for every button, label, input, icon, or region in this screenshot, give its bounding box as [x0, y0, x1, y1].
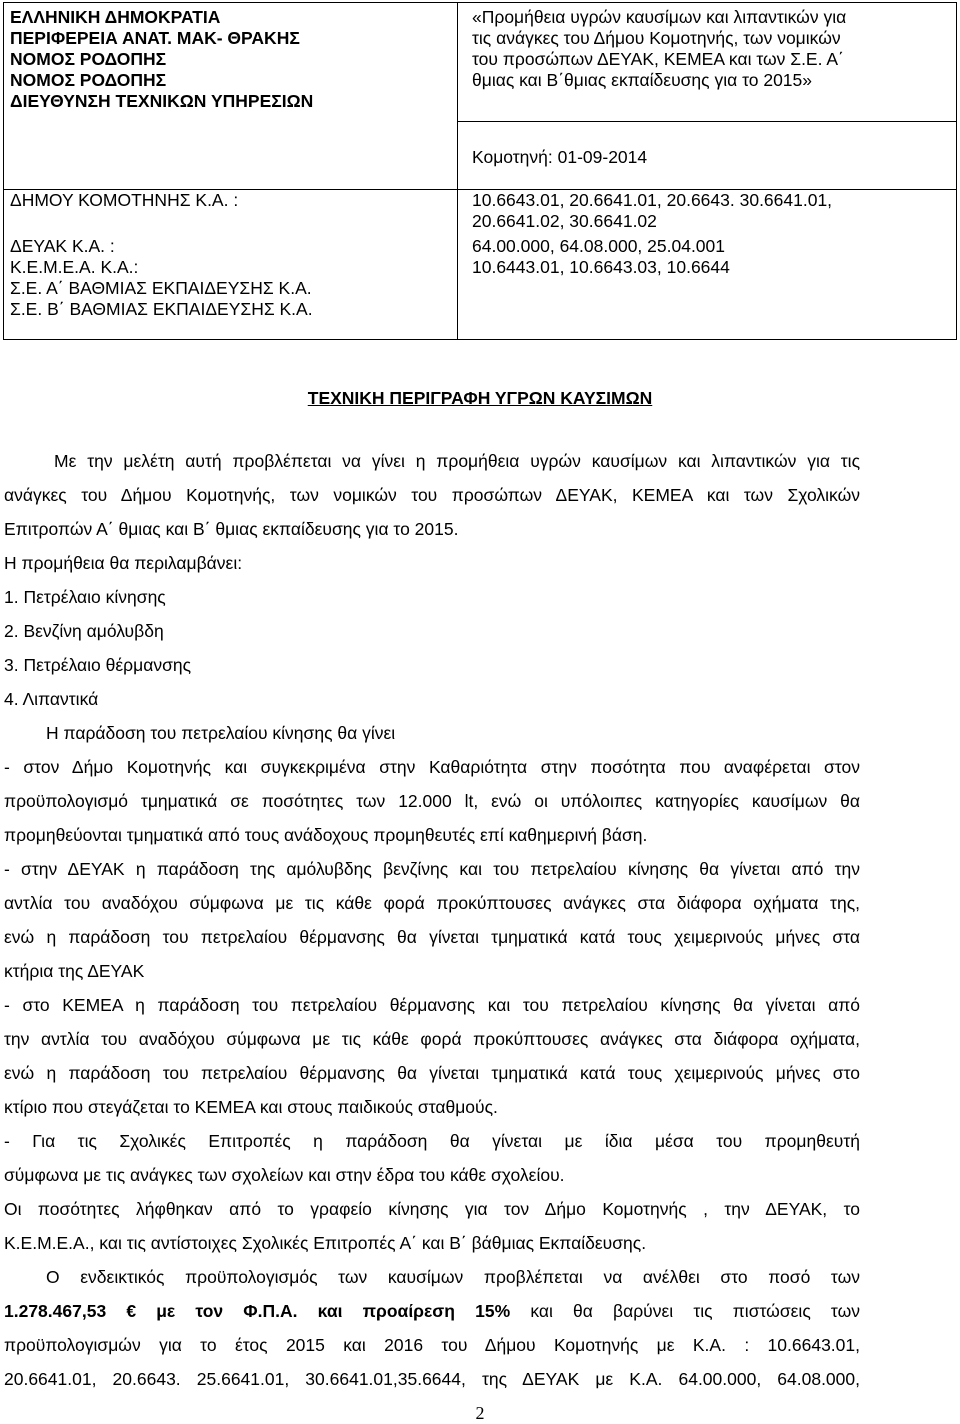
cost-code-value: 20.6641.02, 30.6641.02 [472, 211, 657, 231]
cost-amount: 1.278.467,53 € με τον Φ.Π.Α. και προαίρεση 15% [4, 1301, 511, 1321]
kemea-line: - στο ΚΕΜΕΑ η παράδοση του πετρελαίου θέρμανσης και του πετρελαίου κίνησης θα γίνεται από [4, 995, 860, 1015]
authority-line: ΠΕΡΙΦΕΡΕΙΑ ΑΝΑΤ. ΜΑΚ- ΘΡΑΚΗΣ [10, 28, 300, 48]
header-table [3, 2, 957, 340]
cost-code-values [458, 190, 957, 340]
deyak-line: αντλία του αναδόχου σύμφωνα με τις κάθε φορά προκύπτουσες ανάγκες στα διάφορα οχήματα της, [4, 893, 860, 913]
cost-line [4, 1294, 860, 1328]
document-date: Κομοτηνή: 01-09-2014 [472, 147, 648, 167]
kemea-line: κτίριο που στεγάζεται το ΚΕΜΕΑ και στους παιδικούς σταθμούς. [4, 1097, 498, 1117]
cost-code-label: Σ.Ε. Β΄ ΒΑΘΜΙΑΣ ΕΚΠΑΙΔΕΥΣΗΣ Κ.Α. [10, 299, 313, 319]
cost-code-value [472, 299, 950, 320]
intro-line: Επιτροπών Α΄ θμιας και Β΄ θμιας εκπαίδευσης για το 2015. [4, 519, 459, 539]
deyak-line: κτήρια της ΔΕΥΑΚ [4, 961, 145, 981]
authority-line: ΝΟΜΟΣ ΡΟΔΟΠΗΣ [10, 70, 167, 90]
authority-line: ΝΟΜΟΣ ΡΟΔΟΠΗΣ [10, 49, 167, 69]
page-number: 2 [475, 1403, 485, 1423]
municipality-line: προμηθεύονται τμηματικά από τους ανάδοχους προμηθευτές επί καθημερινή βάση. [4, 825, 648, 845]
cost-code-value: 10.6443.01, 10.6643.03, 10.6644 [472, 257, 730, 277]
authority-line: ΔΙΕΥΘΥΝΣΗ ΤΕΧΝΙΚΩΝ ΥΠΗΡΕΣΙΩΝ [10, 91, 314, 111]
cost-line: προϋπολογισμών για το έτος 2015 και 2016 του Δήμου Κομοτηνής με Κ.Α. : 10.6643.01, [4, 1335, 860, 1355]
kemea-line: ενώ η παράδοση του πετρελαίου θέρμανσης θα γίνεται τμηματικά κατά τους χειμερινούς μήνες στο [4, 1063, 860, 1083]
cost-code-label: Σ.Ε. Α΄ ΒΑΘΜΙΑΣ ΕΚΠΑΙΔΕΥΣΗΣ Κ.Α. [10, 278, 312, 298]
subject-cell [458, 3, 957, 122]
quantities-line: Κ.Ε.Μ.Ε.Α., και τις αντίστοιχες Σχολικές Επιτροπές Α΄ και Β΄ βάθμιας Εκπαίδευσης. [4, 1233, 647, 1253]
cost-code-labels [4, 190, 458, 340]
document-title: ΤΕΧΝΙΚΗ ΠΕΡΙΓΡΑΦΗ ΥΓΡΩΝ ΚΑΥΣΙΜΩΝ [307, 388, 653, 408]
cost-code-label: Κ.Ε.Μ.Ε.Α. Κ.Α.: [10, 257, 139, 277]
municipality-line: προϋπολογισμό τμηματικά σε ποσότητες των 12.000 lt, ενώ οι υπόλοιπες κατηγορίες καυσίμων θα [4, 791, 860, 811]
cost-code-label: ΔΕΥΑΚ Κ.Α. : [10, 236, 115, 256]
cost-line: Ο ενδεικτικός προϋπολογισμός των καυσίμων προβλέπεται να ανέλθει στο ποσό των [46, 1267, 860, 1287]
municipality-line: - στον Δήμο Κομοτηνής και συγκεκριμένα στην Καθαριότητα στην ποσότητα που αναφέρεται στον [4, 757, 860, 777]
cost-code-label: ΔΗΜΟΥ ΚΟΜΟΤΗΝΗΣ Κ.Α. : [10, 190, 239, 210]
cost-line-rest: και θα βαρύνει τις πιστώσεις των [530, 1301, 860, 1321]
supply-item: 1. Πετρέλαιο κίνησης [4, 587, 166, 607]
cost-code-value: 64.00.000, 64.08.000, 25.04.001 [472, 236, 726, 256]
subject-line: τις ανάγκες του Δήμου Κομοτηνής, των νομικών [472, 28, 841, 48]
supply-item: 2. Βενζίνη αμόλυβδη [4, 621, 164, 641]
subject-line: «Προμήθεια υγρών καυσίμων και λιπαντικών για [472, 7, 847, 27]
issuing-authority [4, 3, 458, 190]
document-body [4, 444, 860, 1396]
schools-line: - Για τις Σχολικές Επιτροπές η παράδοση θα γίνεται με ίδια μέσα του προμηθευτή [4, 1131, 860, 1151]
delivery-intro: Η παράδοση του πετρελαίου κίνησης θα γίνει [46, 723, 396, 743]
date-cell [458, 122, 957, 190]
quantities-line: Οι ποσότητες λήφθηκαν από το γραφείο κίνησης για τον Δήμο Κομοτηνής , την ΔΕΥΑΚ, το [4, 1199, 860, 1219]
intro-line: ανάγκες του Δήμου Κομοτηνής, των νομικών του προσώπων ΔΕΥΑΚ, ΚΕΜΕΑ και των Σχολικών [4, 485, 860, 505]
authority-line: ΕΛΛΗΝΙΚΗ ΔΗΜΟΚΡΑΤΙΑ [10, 7, 221, 27]
kemea-line: την αντλία του αναδόχου σύμφωνα με τις κάθε φορά προκύπτουσες ανάγκες στα διάφορα οχήματα, [4, 1029, 860, 1049]
supply-item: 3. Πετρέλαιο θέρμανσης [4, 655, 192, 675]
intro-line: Με την μελέτη αυτή προβλέπεται να γίνει η προμήθεια υγρών καυσίμων και λιπαντικών για τις [54, 451, 860, 471]
subject-line: θμιας και Β΄θμιας εκπαίδευσης για το 2015» [472, 70, 813, 90]
supply-item: 4. Λιπαντικά [4, 689, 99, 709]
cost-code-value: 10.6643.01, 20.6641.01, 20.6643. 30.6641.01, [472, 190, 833, 210]
schools-line: σύμφωνα με τις ανάγκες των σχολείων και στην έδρα του κάθε σχολείου. [4, 1165, 565, 1185]
supply-intro: Η προμήθεια θα περιλαμβάνει: [4, 553, 243, 573]
deyak-line: - στην ΔΕΥΑΚ η παράδοση της αμόλυβδης βενζίνης και του πετρελαίου κίνησης θα γίνεται από την [4, 859, 860, 879]
deyak-line: ενώ η παράδοση του πετρελαίου θέρμανσης θα γίνεται τμηματικά κατά τους χειμερινούς μήνες στα [4, 927, 860, 947]
cost-line: 20.6641.01, 20.6643. 25.6641.01, 30.6641.01,35.6644, της ΔΕΥΑΚ με Κ.Α. 64.00.000, 64.08.000, [4, 1369, 860, 1389]
cost-code-value [472, 278, 950, 299]
subject-line: του προσώπων ΔΕΥΑΚ, ΚΕΜΕΑ και των Σ.Ε. Α΄ [472, 49, 844, 69]
